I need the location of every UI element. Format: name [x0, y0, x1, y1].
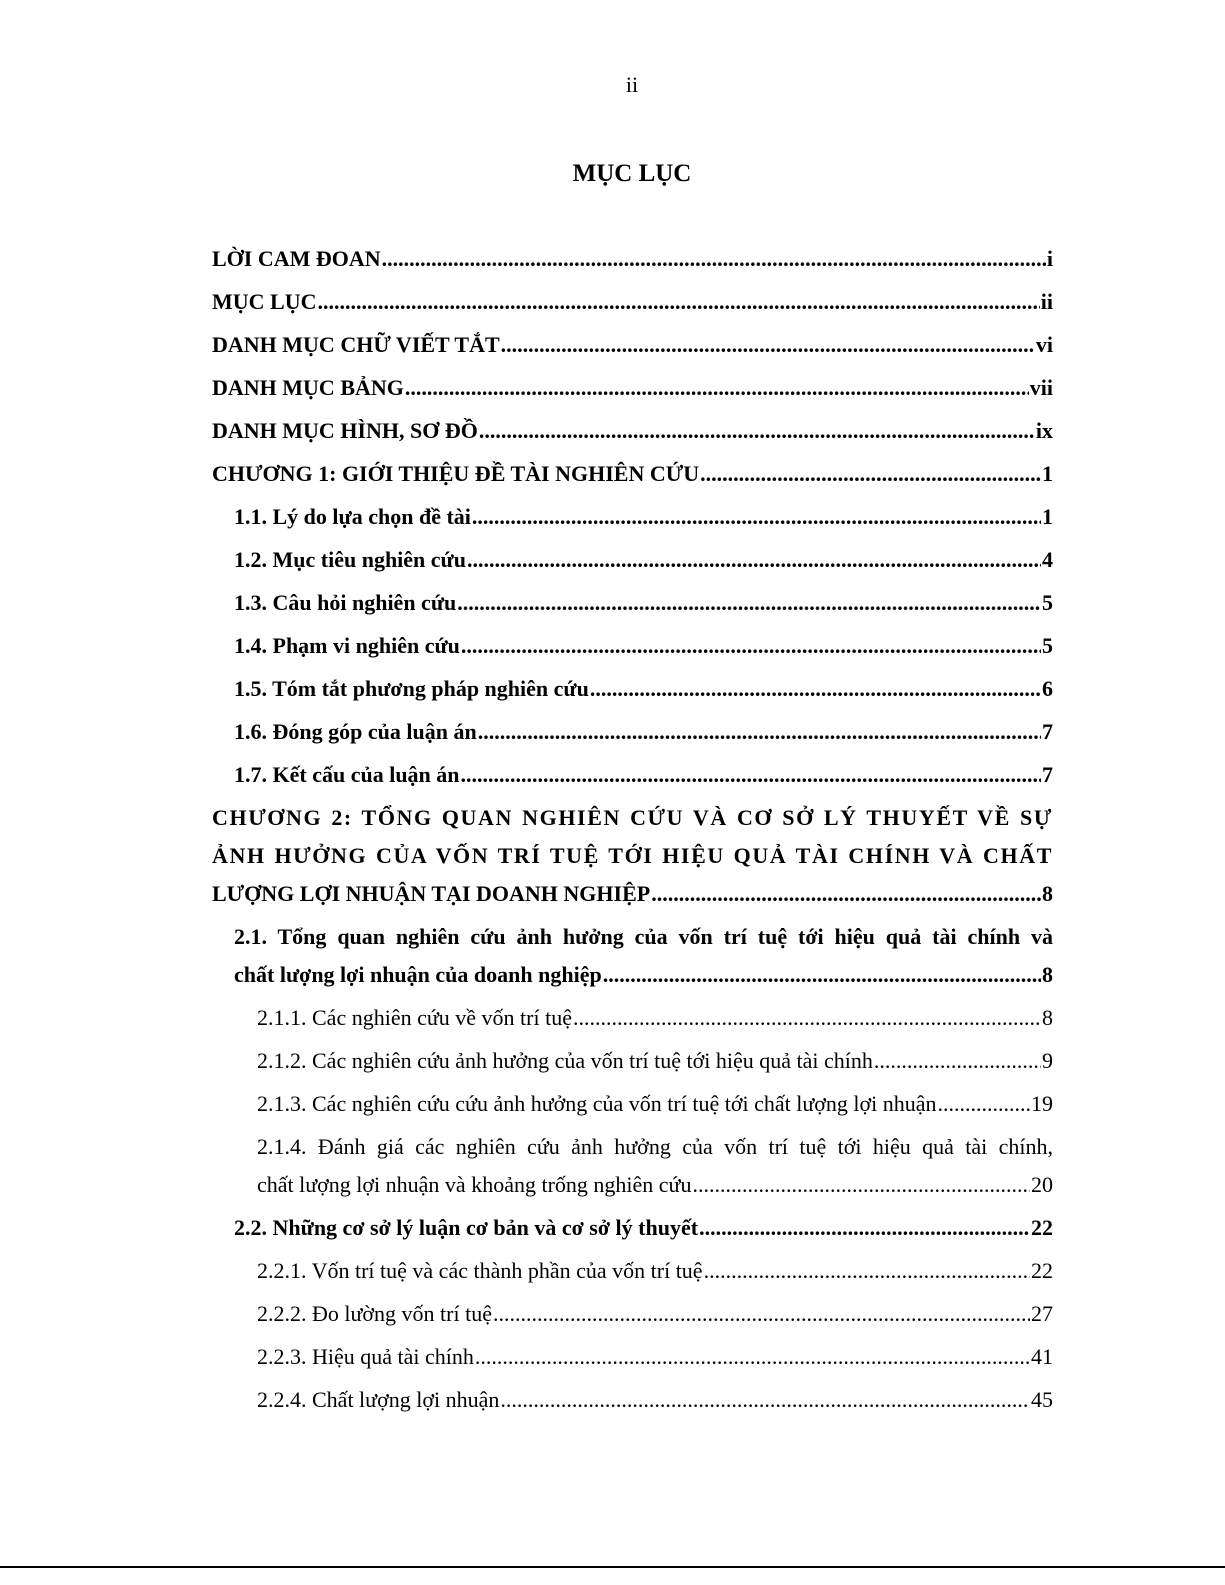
toc-entry-page: 7: [1042, 719, 1053, 744]
toc-entry-2-1[interactable]: [212, 918, 1053, 994]
toc-entry-chapter-2[interactable]: [212, 799, 1053, 913]
toc-leader-dots: [405, 369, 1029, 407]
toc-entry-label: 2.2.2. Đo lường vốn trí tuệ: [257, 1301, 492, 1326]
toc-leader-dots: [590, 670, 1041, 708]
toc-leader-dots: [704, 1252, 1030, 1290]
toc-entry-2-2[interactable]: [212, 1209, 1053, 1247]
toc-entry-label: 2.2.1. Vốn trí tuệ và các thành phần của vốn trí tuệ: [257, 1258, 703, 1283]
toc-entry-label: DANH MỤC HÌNH, SƠ ĐỒ: [212, 418, 478, 443]
toc-entry-page: 5: [1042, 633, 1053, 658]
toc-entry-label: 1.2. Mục tiêu nghiên cứu: [234, 547, 466, 572]
toc-leader-dots: [493, 1295, 1030, 1333]
toc-leader-dots: [874, 1042, 1041, 1080]
toc-entry-page: 41: [1031, 1344, 1053, 1369]
toc-leader-dots: [467, 541, 1041, 579]
toc-entry-label: chất lượng lợi nhuận và khoảng trống nghiên cứu: [257, 1172, 692, 1197]
toc-entry-2-2-4[interactable]: [212, 1381, 1053, 1419]
toc-entry-page: 8: [1042, 881, 1053, 906]
toc-title: MỤC LỤC: [572, 160, 692, 187]
toc-entry-page: 8: [1042, 1005, 1053, 1030]
toc-entry-label: 1.4. Phạm vi nghiên cứu: [234, 633, 460, 658]
toc-leader-dots: [651, 875, 1041, 913]
toc-entry-2-2-3[interactable]: [212, 1338, 1053, 1376]
toc-entry-label: LỜI CAM ĐOAN: [212, 246, 381, 271]
toc-entry-page: 6: [1042, 676, 1053, 701]
toc-entry-page: 27: [1031, 1301, 1053, 1326]
toc-entry-2-1-3[interactable]: [212, 1085, 1053, 1123]
toc-leader-dots: [573, 999, 1041, 1037]
toc-entry-page: 20: [1031, 1172, 1053, 1197]
bottom-rule: [0, 1566, 1225, 1568]
toc-entry-line: 2.1.4. Đánh giá các nghiên cứu ảnh hưởng của vốn trí tuệ tới hiệu quả tài chính,: [257, 1134, 1053, 1159]
toc-entry-label: 1.7. Kết cấu của luận án: [234, 762, 460, 787]
table-of-contents: [212, 240, 1053, 1424]
toc-entry-label: 2.1.1. Các nghiên cứu về vốn trí tuệ: [257, 1005, 572, 1030]
toc-leader-dots: [475, 1338, 1030, 1376]
toc-entry-label: DANH MỤC BẢNG: [212, 375, 404, 400]
toc-entry-1-2[interactable]: [212, 541, 1053, 579]
toc-entry-line: 2.1. Tổng quan nghiên cứu ảnh hưởng của vốn trí tuệ tới hiệu quả tài chính và: [234, 924, 1053, 949]
toc-entry-1-7[interactable]: [212, 756, 1053, 794]
toc-leader-dots: [500, 1381, 1030, 1419]
toc-leader-dots: [472, 498, 1041, 536]
toc-entry-2-1-2[interactable]: [212, 1042, 1053, 1080]
toc-entry-page: 19: [1031, 1091, 1053, 1116]
toc-entry-1-4[interactable]: [212, 627, 1053, 665]
toc-leader-dots: [501, 326, 1035, 364]
toc-leader-dots: [382, 240, 1046, 278]
toc-entry-2-1-1[interactable]: [212, 999, 1053, 1037]
toc-leader-dots: [461, 627, 1041, 665]
toc-entry-label: 1.6. Đóng góp của luận án: [234, 719, 477, 744]
toc-entry-tables[interactable]: [212, 369, 1053, 407]
toc-entry-label: 2.2.3. Hiệu quả tài chính: [257, 1344, 474, 1369]
toc-entry-label: 2.2.4. Chất lượng lợi nhuận: [257, 1387, 500, 1412]
toc-entry-label: 2.2. Những cơ sở lý luận cơ bản và cơ sở lý thuyết: [234, 1215, 699, 1240]
toc-entry-label: 1.1. Lý do lựa chọn đề tài: [234, 504, 471, 529]
toc-entry-2-2-1[interactable]: [212, 1252, 1053, 1290]
toc-leader-dots: [603, 956, 1041, 994]
toc-entry-page: 22: [1031, 1215, 1053, 1240]
toc-entry-line: ẢNH HƯỞNG CỦA VỐN TRÍ TUỆ TỚI HIỆU QUẢ TÀI CHÍNH VÀ CHẤT: [212, 843, 1053, 868]
toc-entry-muc-luc[interactable]: [212, 283, 1053, 321]
toc-entry-page: vii: [1029, 375, 1053, 400]
toc-entry-page: 45: [1031, 1387, 1053, 1412]
toc-entry-page: 9: [1042, 1048, 1053, 1073]
toc-entry-page: ii: [1040, 289, 1053, 314]
toc-entry-page: 5: [1042, 590, 1053, 615]
toc-entry-label: CHƯƠNG 1: GIỚI THIỆU ĐỀ TÀI NGHIÊN CỨU: [212, 461, 700, 486]
toc-entry-label: 1.5. Tóm tắt phương pháp nghiên cứu: [234, 676, 589, 701]
toc-entry-chapter-1[interactable]: [212, 455, 1053, 493]
toc-entry-2-1-4[interactable]: [212, 1128, 1053, 1204]
toc-leader-dots: [692, 1166, 1030, 1204]
toc-entry-abbreviations[interactable]: [212, 326, 1053, 364]
toc-entry-page: 4: [1042, 547, 1053, 572]
toc-leader-dots: [461, 756, 1041, 794]
toc-entry-1-6[interactable]: [212, 713, 1053, 751]
page-number: ii: [625, 72, 639, 97]
toc-entry-label: MỤC LỤC: [212, 289, 317, 314]
toc-entry-page: ix: [1035, 418, 1053, 443]
toc-entry-1-1[interactable]: [212, 498, 1053, 536]
toc-entry-page: 1: [1042, 504, 1053, 529]
toc-entry-line: CHƯƠNG 2: TỔNG QUAN NGHIÊN CỨU VÀ CƠ SỞ LÝ THUYẾT VỀ SỰ: [212, 805, 1053, 830]
toc-entry-label: chất lượng lợi nhuận của doanh nghiệp: [234, 962, 602, 987]
toc-entry-1-5[interactable]: [212, 670, 1053, 708]
toc-entry-page: vi: [1035, 332, 1053, 357]
toc-entry-page: 7: [1042, 762, 1053, 787]
toc-entry-label: 1.3. Câu hỏi nghiên cứu: [234, 590, 457, 615]
toc-entry-label: 2.1.3. Các nghiên cứu cứu ảnh hưởng của vốn trí tuệ tới chất lượng lợi nhuận: [257, 1091, 937, 1116]
toc-entry-page: 1: [1042, 461, 1053, 486]
toc-leader-dots: [699, 1209, 1030, 1247]
toc-leader-dots: [700, 455, 1041, 493]
toc-entry-page: i: [1046, 246, 1053, 271]
toc-leader-dots: [318, 283, 1040, 321]
toc-leader-dots: [938, 1085, 1030, 1123]
toc-entry-page: 22: [1031, 1258, 1053, 1283]
toc-entry-1-3[interactable]: [212, 584, 1053, 622]
toc-leader-dots: [457, 584, 1041, 622]
toc-entry-page: 8: [1042, 962, 1053, 987]
toc-entry-2-2-2[interactable]: [212, 1295, 1053, 1333]
toc-entry-label: DANH MỤC CHỮ VIẾT TẮT: [212, 332, 500, 357]
toc-entry-label: 2.1.2. Các nghiên cứu ảnh hưởng của vốn trí tuệ tới hiệu quả tài chính: [257, 1048, 873, 1073]
toc-leader-dots: [478, 713, 1041, 751]
toc-entry-figures[interactable]: [212, 412, 1053, 450]
toc-entry-label: LƯỢNG LỢI NHUẬN TẠI DOANH NGHIỆP: [212, 881, 651, 906]
toc-entry-loi-cam-doan[interactable]: [212, 240, 1053, 278]
toc-leader-dots: [479, 412, 1035, 450]
